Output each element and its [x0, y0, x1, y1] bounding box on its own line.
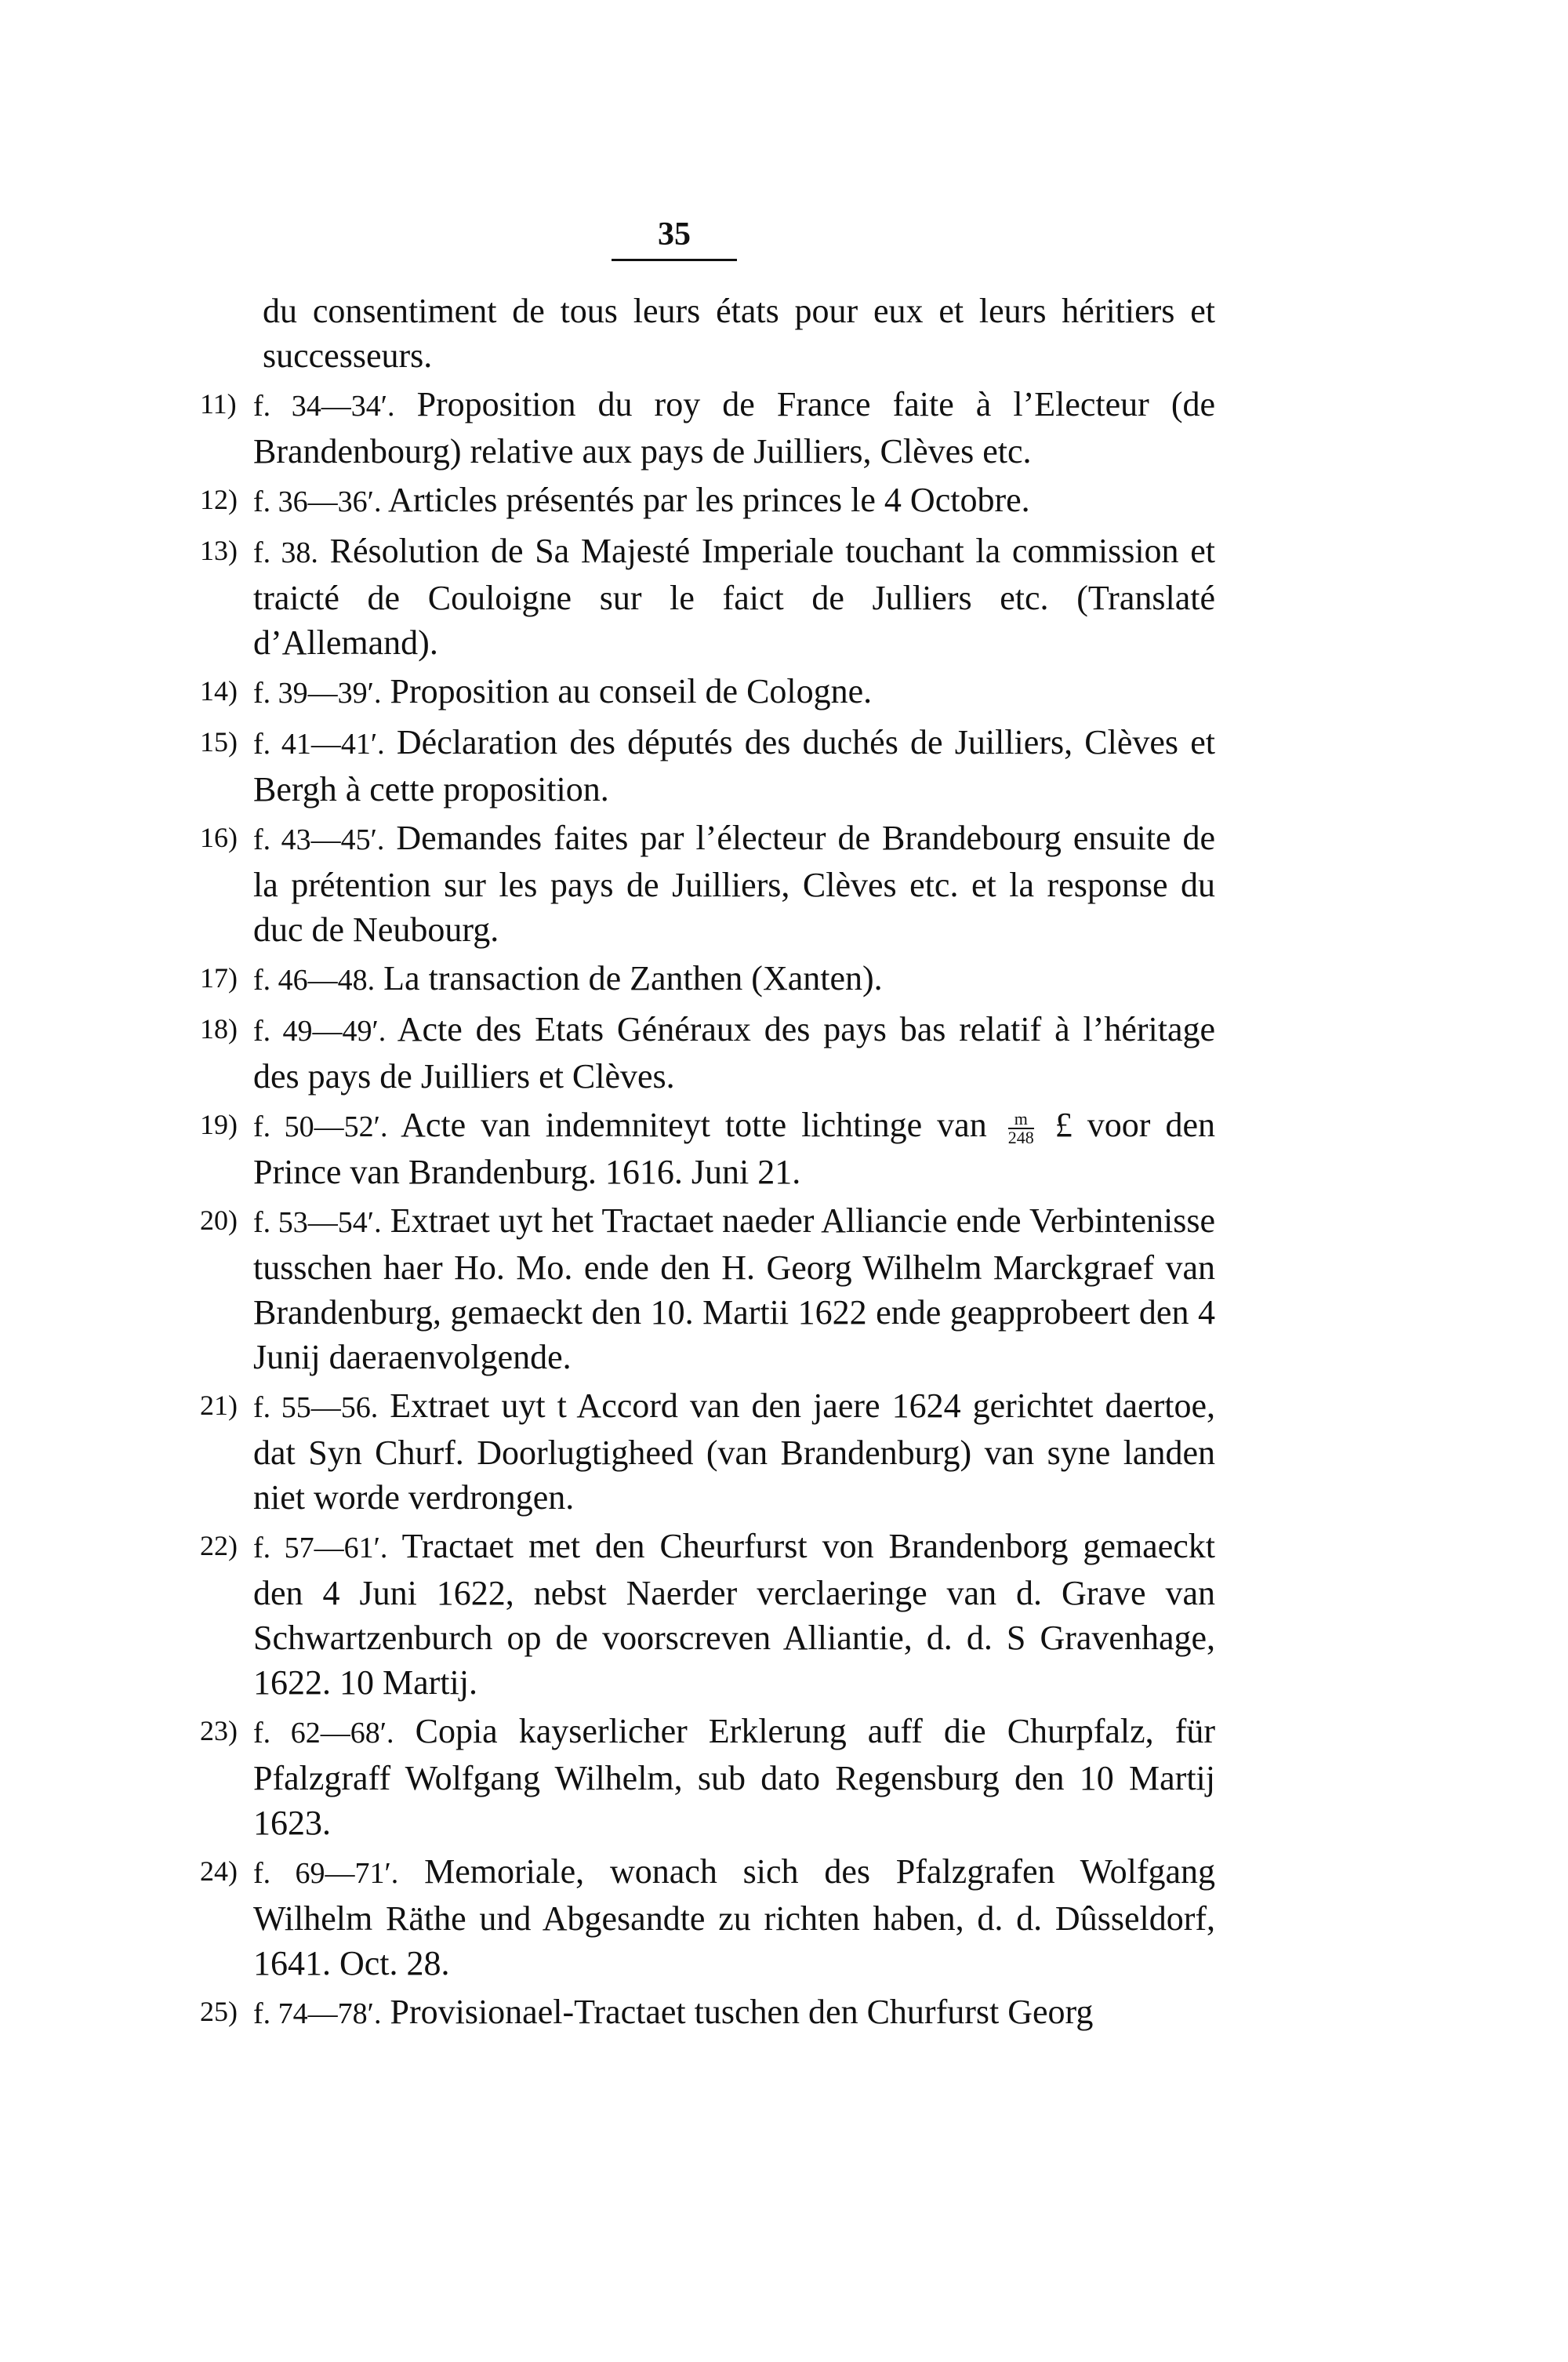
- item-text: Demandes faites par l’électeur de Brandebourg ensuite de la prétention sur les pays de Juilliers, Clèves etc. et la response du duc de Neubourg.: [253, 819, 1216, 949]
- item-number: 24): [200, 1855, 238, 1887]
- item-body: [253, 1990, 1215, 2037]
- item-body: [253, 956, 1215, 1003]
- item-number: 22): [200, 1530, 238, 1561]
- item-body: [253, 1524, 1215, 1705]
- item-text: Extraet uyt t Accord van den jaere 1624 gerichtet daertoe, dat Syn Churf. Doorlugtigheed (van Brandenburg) van syne landen niet worde verdrongen.: [253, 1386, 1216, 1517]
- list-item: [200, 382, 1215, 474]
- folio-ref: f. 36—36′.: [253, 485, 382, 518]
- item-text: Extraet uyt het Tractaet naeder Alliancie ende Verbintenisse tusschen haer Ho. Mo. ende den H. Georg Wilhelm Marckgraef van Brandenburg, gemaeckt den 10. Martii 1622 ende geapprobeert den 4 Junij daeraenvolgende.: [253, 1201, 1216, 1376]
- item-body: [253, 1709, 1215, 1845]
- list-item: [200, 1990, 1215, 2037]
- item-number: 20): [200, 1205, 238, 1236]
- list-item: [200, 529, 1215, 665]
- folio-ref: f. 69—71′.: [253, 1857, 399, 1890]
- list-item: [200, 478, 1215, 525]
- list-item: [200, 816, 1215, 952]
- page-number: 35: [658, 216, 691, 253]
- folio-ref: f. 34—34′.: [253, 390, 395, 423]
- item-text: Tractaet met den Cheurfurst von Brandenborg gemaeckt den 4 Juni 1622, nebst Naerder verclaeringe van d. Grave van Schwartzenburch op de voorscreven Alliantie, d. d. S Gravenhage, 1622. 10 Martij.: [253, 1527, 1215, 1702]
- item-text: Acte des Etats Généraux des pays bas relatif à l’héritage des pays de Juilliers et Clèves.: [253, 1010, 1216, 1096]
- item-text: Déclaration des députés des duchés de Juilliers, Clèves et Bergh à cette proposition.: [253, 723, 1216, 809]
- item-body: [253, 478, 1215, 525]
- list-item: [200, 1524, 1215, 1705]
- list-item: [200, 1709, 1215, 1845]
- item-text: Provisionael-Tractaet tuschen den Churfurst Georg: [390, 1993, 1094, 2031]
- item-number: 21): [200, 1390, 238, 1421]
- item-text: Articles présentés par les princes le 4 Octobre.: [388, 481, 1030, 519]
- document-body: [200, 289, 1215, 2040]
- item-number: 15): [200, 726, 238, 758]
- fraction-denominator: 248: [1007, 1127, 1034, 1147]
- list-item: [200, 1198, 1215, 1379]
- page-number-rule: [612, 259, 737, 261]
- item-number: 19): [200, 1109, 238, 1140]
- folio-ref: f. 41—41′.: [253, 728, 385, 761]
- item-body: [253, 1007, 1215, 1099]
- item-body: [253, 529, 1215, 665]
- intro-continuation: [200, 289, 1215, 378]
- item-text: Memoriale, wonach sich des Pfalzgrafen Wolfgang Wilhelm Räthe und Abgesandte zu richten haben, d. d. Dûsseldorf, 1641. Oct. 28.: [253, 1852, 1216, 1982]
- item-text: Proposition du roy de France faite à l’Electeur (de Brandenbourg) relative aux pays de Juilliers, Clèves etc.: [253, 385, 1216, 471]
- fraction: [1008, 1110, 1034, 1146]
- list-item: [200, 720, 1215, 812]
- item-number: 16): [200, 822, 238, 853]
- folio-ref: f. 62—68′.: [253, 1717, 394, 1750]
- list-item: [200, 1383, 1215, 1520]
- folio-ref: f. 49—49′.: [253, 1015, 387, 1048]
- folio-ref: f. 39—39′.: [253, 677, 382, 710]
- item-number: 23): [200, 1715, 238, 1746]
- item-number: 13): [200, 535, 238, 566]
- folio-ref: f. 46—48.: [253, 964, 376, 997]
- folio-ref: f. 74—78′.: [253, 1997, 382, 2030]
- folio-ref: f. 50—52′.: [253, 1110, 388, 1143]
- list-item: [200, 956, 1215, 1003]
- item-number: 12): [200, 484, 238, 515]
- item-text: Résolution de Sa Majesté Imperiale touchant la commission et traicté de Couloigne sur le faict de Julliers etc. (Translaté d’Allemand).: [253, 532, 1216, 662]
- item-number: 14): [200, 675, 238, 707]
- item-text: Proposition au conseil de Cologne.: [390, 672, 873, 710]
- fraction-numerator: m: [1008, 1110, 1034, 1129]
- list-item: [200, 669, 1215, 716]
- folio-ref: f. 43—45′.: [253, 823, 385, 856]
- item-number: 17): [200, 962, 238, 994]
- folio-ref: f. 53—54′.: [253, 1206, 382, 1239]
- folio-ref: f. 55—56.: [253, 1391, 379, 1424]
- item-text-before: Acte van indemniteyt totte lichtinge van: [401, 1106, 987, 1144]
- item-body: [253, 1103, 1215, 1194]
- item-body: [253, 1198, 1215, 1379]
- intro-text: du consentiment de tous leurs états pour eux et leurs héritiers et successeurs.: [263, 292, 1215, 375]
- item-number: 25): [200, 1996, 238, 2027]
- item-body: [253, 1383, 1215, 1520]
- list-item: [200, 1849, 1215, 1986]
- item-number: 11): [200, 388, 237, 420]
- list-item: [200, 1103, 1215, 1194]
- item-body: [253, 720, 1215, 812]
- item-body: [253, 382, 1215, 474]
- item-text: Copia kayserlicher Erklerung auff die Churpfalz, für Pfalzgraff Wolfgang Wilhelm, sub dato Regensburg den 10 Martij 1623.: [253, 1712, 1215, 1842]
- item-number: 18): [200, 1013, 238, 1045]
- item-text-after: £ voor den Prince van Brandenburg. 1616. Juni 21.: [253, 1106, 1216, 1191]
- item-body: [253, 816, 1215, 952]
- item-body: [253, 669, 1215, 716]
- folio-ref: f. 57—61′.: [253, 1532, 388, 1564]
- item-text: La transaction de Zanthen (Xanten).: [383, 959, 883, 997]
- folio-ref: f. 38.: [253, 536, 318, 569]
- list-item: [200, 1007, 1215, 1099]
- item-body: [253, 1849, 1215, 1986]
